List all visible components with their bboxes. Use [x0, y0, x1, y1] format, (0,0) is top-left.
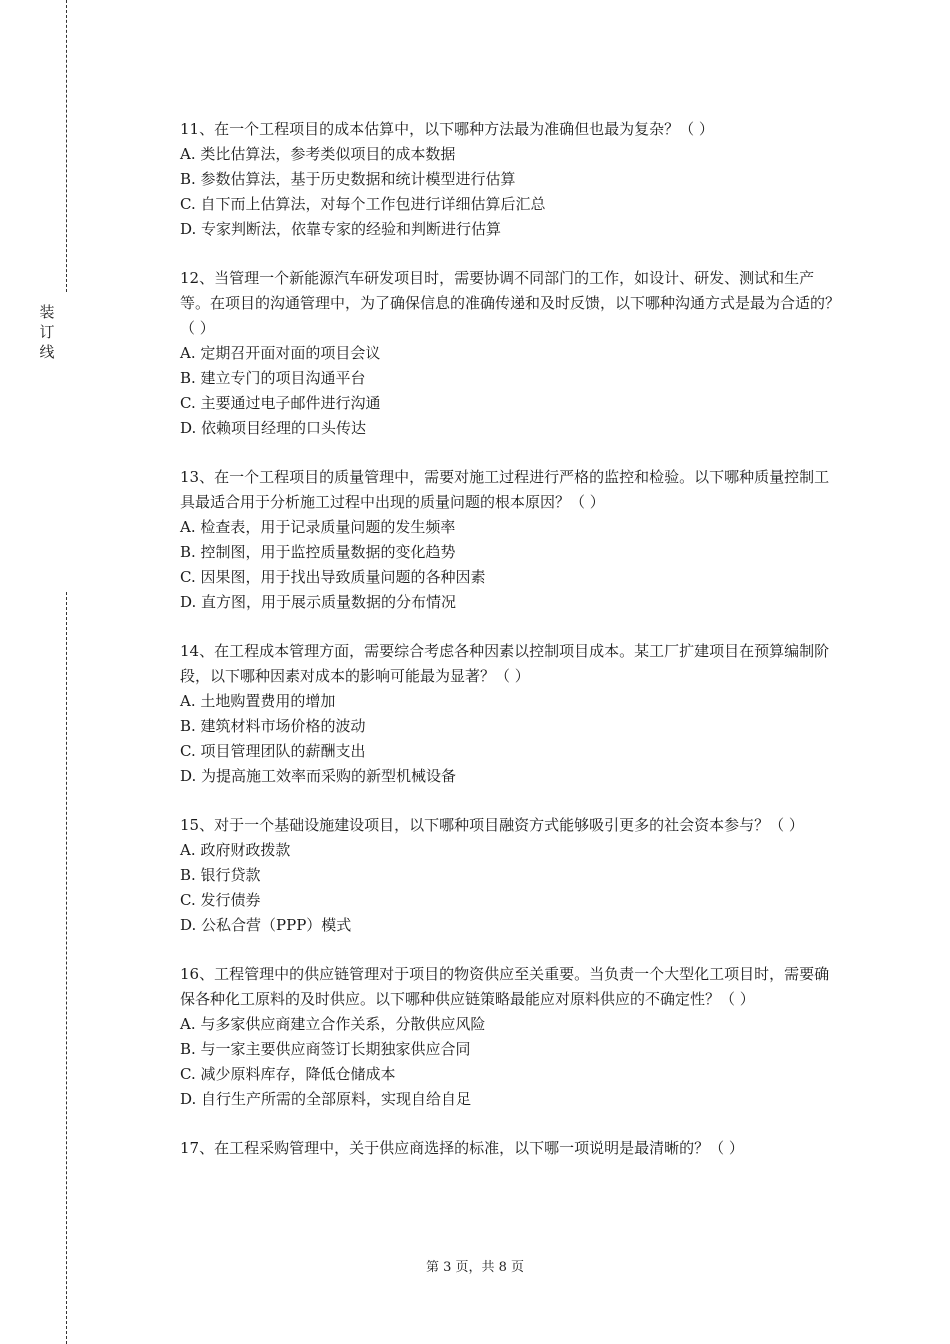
question-15 [180, 813, 840, 938]
option-a: A. 政府财政拨款 [180, 841, 291, 859]
question-14 [180, 639, 840, 789]
question-list [180, 117, 840, 1185]
question-12 [180, 266, 840, 441]
option-b: B. 参数估算法，基于历史数据和统计模型进行估算 [180, 170, 516, 188]
option-a: A. 土地购置费用的增加 [180, 692, 336, 710]
binding-char: 订 [39, 323, 55, 341]
question-stem: 11、在一个工程项目的成本估算中，以下哪种方法最为准确但也最为复杂？（ ） [180, 120, 714, 138]
binding-char: 装 [39, 303, 55, 321]
question-stem: 12、当管理一个新能源汽车研发项目时，需要协调不同部门的工作，如设计、研发、测试和生产等。在项目的沟通管理中，为了确保信息的准确传递和及时反馈，以下哪种沟通方式是最为合适的？（ ） [180, 269, 841, 337]
binding-label [38, 302, 56, 362]
option-a: A. 与多家供应商建立合作关系，分散供应风险 [180, 1015, 486, 1033]
option-a: A. 定期召开面对面的项目会议 [180, 344, 381, 362]
option-d: D. 公私合营（PPP）模式 [180, 916, 352, 934]
question-stem: 17、在工程采购管理中，关于供应商选择的标准，以下哪一项说明是最清晰的？（ ） [180, 1139, 744, 1157]
option-c: C. 发行债券 [180, 891, 261, 909]
binding-line [66, 0, 67, 292]
option-d: D. 为提高施工效率而采购的新型机械设备 [180, 767, 457, 785]
option-b: B. 建筑材料市场价格的波动 [180, 717, 366, 735]
option-b: B. 银行贷款 [180, 866, 261, 884]
option-b: B. 控制图，用于监控质量数据的变化趋势 [180, 543, 456, 561]
option-c: C. 项目管理团队的薪酬支出 [180, 742, 366, 760]
option-c: C. 主要通过电子邮件进行沟通 [180, 394, 381, 412]
question-stem: 14、在工程成本管理方面，需要综合考虑各种因素以控制项目成本。某工厂扩建项目在预算编制阶段，以下哪种因素对成本的影响可能最为显著？（ ） [180, 642, 830, 685]
question-stem: 13、在一个工程项目的质量管理中，需要对施工过程进行严格的监控和检验。以下哪种质量控制工具最适合用于分析施工过程中出现的质量问题的根本原因？（ ） [180, 468, 830, 511]
question-stem: 15、对于一个基础设施建设项目，以下哪种项目融资方式能够吸引更多的社会资本参与？（ ） [180, 816, 804, 834]
option-c: C. 自下而上估算法，对每个工作包进行详细估算后汇总 [180, 195, 546, 213]
option-d: D. 依赖项目经理的口头传达 [180, 419, 367, 437]
question-16 [180, 962, 840, 1112]
option-b: B. 建立专门的项目沟通平台 [180, 369, 366, 387]
option-d: D. 自行生产所需的全部原料，实现自给自足 [180, 1090, 472, 1108]
option-d: D. 专家判断法，依靠专家的经验和判断进行估算 [180, 220, 502, 238]
question-13 [180, 465, 840, 615]
option-a: A. 检查表，用于记录质量问题的发生频率 [180, 518, 456, 536]
question-11 [180, 117, 840, 242]
option-c: C. 减少原料库存，降低仓储成本 [180, 1065, 396, 1083]
option-a: A. 类比估算法，参考类似项目的成本数据 [180, 145, 456, 163]
binding-char: 线 [39, 343, 55, 361]
option-c: C. 因果图，用于找出导致质量问题的各种因素 [180, 568, 486, 586]
option-d: D. 直方图，用于展示质量数据的分布情况 [180, 593, 457, 611]
page-number: 第 3 页，共 8 页 [425, 1260, 525, 1275]
binding-line [66, 592, 67, 1344]
question-stem: 16、工程管理中的供应链管理对于项目的物资供应至关重要。当负责一个大型化工项目时，需要确保各种化工原料的及时供应。以下哪种供应链策略最能应对原料供应的不确定性？（ ） [180, 965, 830, 1008]
question-17 [180, 1136, 840, 1161]
option-b: B. 与一家主要供应商签订长期独家供应合同 [180, 1040, 471, 1058]
